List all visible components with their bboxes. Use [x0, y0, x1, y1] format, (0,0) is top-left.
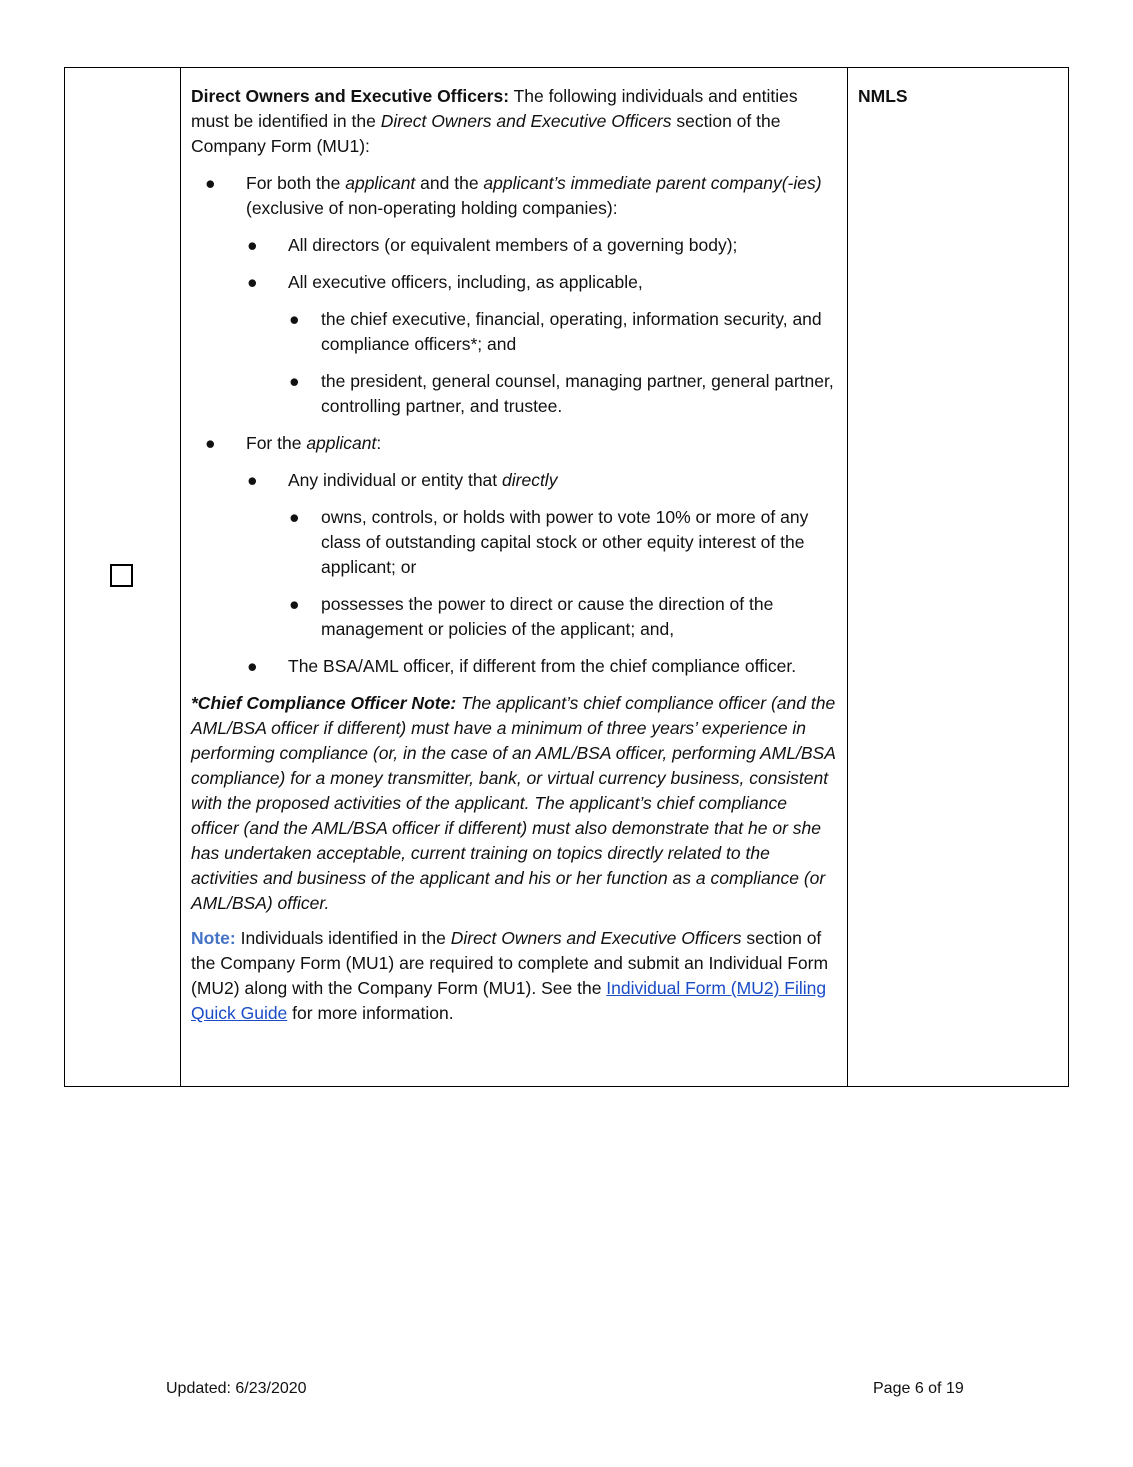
page-number: Page 6 of 19 [873, 1380, 964, 1397]
requirements-table [64, 67, 1069, 1087]
source-column [848, 68, 1068, 1086]
bullet-text: All executive officers, including, as applicable, [288, 272, 643, 292]
bullet-power-to-direct [191, 592, 837, 642]
note-text: for more information. [287, 1003, 454, 1023]
bullet-icon: ● [247, 235, 258, 255]
bullet-icon: ● [289, 594, 300, 614]
mu2-quick-guide-link[interactable]: Individual Form (MU2) Filing Quick Guide [191, 978, 827, 1023]
bullet-icon: ● [247, 656, 258, 676]
requirement-description [181, 68, 848, 1086]
bullet-text: (exclusive of non-operating holding companies): [246, 198, 618, 218]
bullet-icon: ● [289, 507, 300, 527]
bullet-text: the president, general counsel, managing partner, general partner, controlling partner, and trustee. [321, 371, 834, 416]
bullet-text: Any individual or entity that [288, 470, 503, 490]
bullet-executive-officers [191, 270, 837, 295]
bullet-text: For the [246, 433, 307, 453]
bullet-text: possesses the power to direct or cause the direction of the management or policies of the applicant; and, [321, 594, 774, 639]
bullet-icon: ● [247, 470, 258, 490]
intro-heading: Direct Owners and Executive Officers: [191, 86, 510, 106]
bullet-icon: ● [247, 272, 258, 292]
mu2-note [191, 926, 837, 1026]
updated-date: Updated: 6/23/2020 [166, 1380, 307, 1397]
note-label: Note: [191, 928, 236, 948]
bullet-term: applicant’s immediate parent company(-ies) [483, 173, 822, 193]
source-label: NMLS [858, 86, 908, 106]
intro-section-name: Direct Owners and Executive Officers [380, 111, 672, 131]
bullet-text: All directors (or equivalent members of a governing body); [288, 235, 738, 255]
bullet-icon: ● [205, 173, 216, 193]
intro-paragraph [191, 84, 837, 159]
cco-note-text: The applicant’s chief compliance officer (and the AML/BSA officer if different) must have a minimum of three years’ experience in performing compliance (or, in the case of an AML/BSA officer, performing AML/BSA compliance) for a money transmitter, bank, or virtual currency business, consistent with the proposed activities of the applicant. The applicant’s chief compliance officer (and the AML/BSA officer if different) must also demonstrate that he or she has undertaken acceptable, current training on topics directly related to the activities and business of the applicant and his or her function as a compliance (or AML/BSA) officer. [191, 693, 836, 913]
bullet-text: : [376, 433, 382, 453]
note-text: section of the Company Form (MU1) are required to complete and submit an Individual Form (MU2) along with the Company Form (MU1). See the [191, 928, 829, 998]
bullet-icon: ● [289, 371, 300, 391]
bullet-owns-controls [191, 505, 837, 580]
bullet-text: owns, controls, or holds with power to vote 10% or more of any class of outstanding capital stock or other equity interest of the applicant; or [321, 507, 809, 577]
intro-text-after: section of the Company Form (MU1): [191, 111, 781, 156]
bullet-directors [191, 233, 837, 258]
note-text: Individuals identified in the [235, 928, 451, 948]
bullet-parent-companies [191, 171, 837, 221]
bullet-icon: ● [205, 433, 216, 453]
bullet-term: applicant [345, 173, 416, 193]
intro-text: The following individuals and entities must be identified in the [191, 86, 798, 131]
checkbox-column [65, 68, 181, 1086]
note-section-name: Direct Owners and Executive Officers [450, 928, 742, 948]
cco-note [191, 691, 837, 916]
bullet-text: and the [415, 173, 484, 193]
bullet-bsa-aml-officer [191, 654, 837, 679]
bullet-chief-officers [191, 307, 837, 357]
bullet-term: directly [502, 470, 558, 490]
bullet-text: The BSA/AML officer, if different from the chief compliance officer. [288, 656, 797, 676]
bullet-text: For both the [246, 173, 346, 193]
requirement-checkbox[interactable] [110, 564, 133, 587]
bullet-icon: ● [289, 309, 300, 329]
bullet-direct-owner [191, 468, 837, 493]
cco-note-label: *Chief Compliance Officer Note: [191, 693, 457, 713]
bullet-text: the chief executive, financial, operating, information security, and compliance officers*; and [321, 309, 822, 354]
bullet-applicant [191, 431, 837, 456]
bullet-term: applicant [306, 433, 377, 453]
bullet-president-etc [191, 369, 837, 419]
